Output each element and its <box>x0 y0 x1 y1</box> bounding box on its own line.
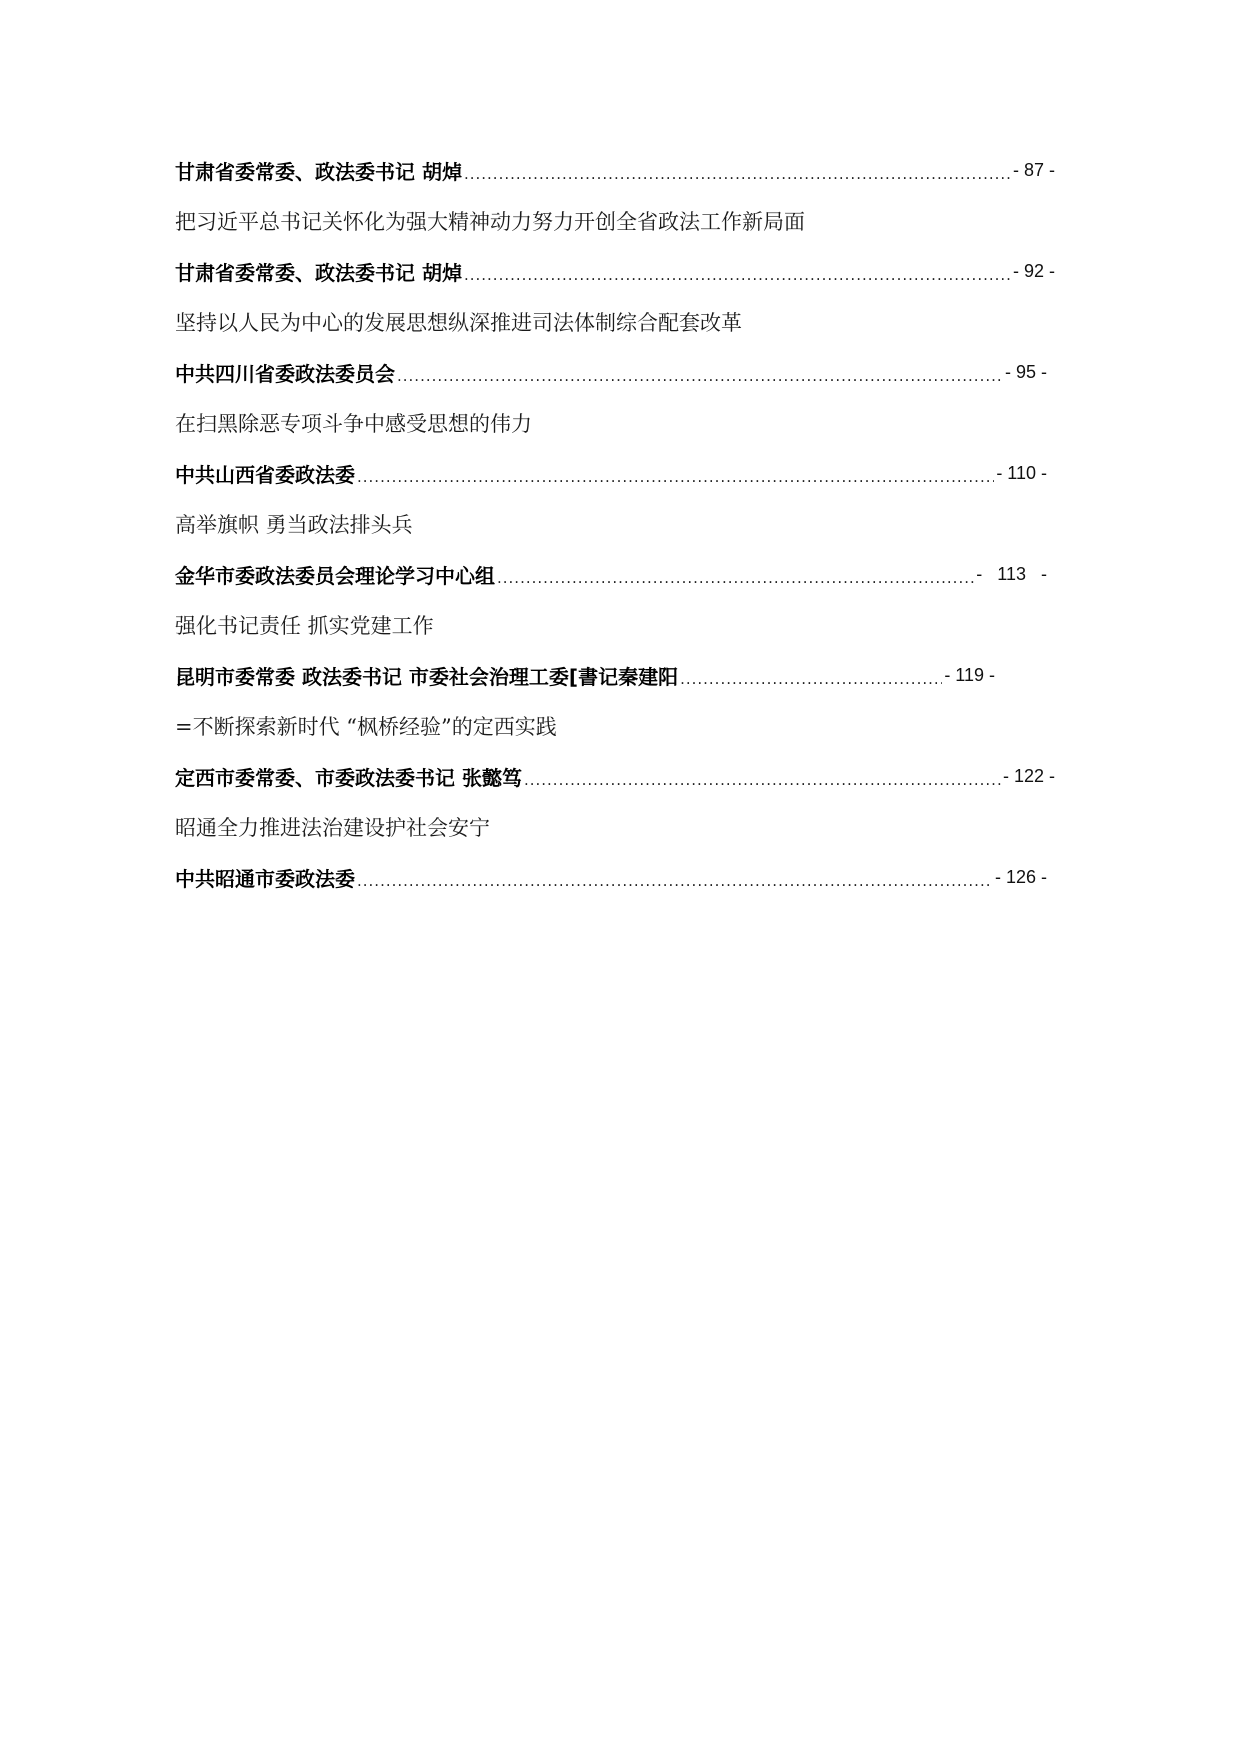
toc-title: 强化书记责任 抓实党建工作 <box>175 614 434 638</box>
dot-leader <box>397 367 1003 385</box>
toc-title: 把习近平总书记关怀化为强大精神动力努力开创全省政法工作新局面 <box>175 210 805 234</box>
toc-title-line[interactable] <box>175 499 1055 549</box>
toc-title: 昭通全力推进法治建设护社会安宁 <box>175 816 490 840</box>
toc-title: 高举旗帜 勇当政法排头兵 <box>175 513 413 537</box>
toc-title: 坚持以人民为中心的发展思想纵深推进司法体制综合配套改革 <box>175 311 742 335</box>
toc-author: 中共四川省委政法委员会 <box>175 362 395 386</box>
toc-title-line[interactable] <box>175 802 1055 852</box>
toc-author-line[interactable] <box>175 246 1055 297</box>
toc-author-line[interactable] <box>175 650 1055 701</box>
toc-page-number: - 113 - <box>976 564 1047 584</box>
toc-title: =不断探索新时代 “枫桥经验”的定西实践 <box>175 715 557 739</box>
toc-author: 中共山西省委政法委 <box>175 463 355 487</box>
toc-page-number: - 110 - <box>996 463 1047 483</box>
dot-leader <box>680 670 942 688</box>
toc-author: 金华市委政法委员会理论学习中心组 <box>175 564 495 588</box>
dot-leader <box>497 569 974 587</box>
dot-leader <box>357 468 994 486</box>
toc-author-line[interactable] <box>175 145 1055 196</box>
toc-author-line[interactable] <box>175 852 1055 903</box>
toc-page-number: - 95 - <box>1004 362 1047 382</box>
toc-author-line[interactable] <box>175 448 1055 499</box>
toc-title-line[interactable] <box>175 297 1055 347</box>
toc-title-line[interactable] <box>175 701 1055 751</box>
dot-leader <box>524 771 1001 789</box>
toc-title-line[interactable] <box>175 196 1055 246</box>
dot-leader <box>464 266 1011 284</box>
toc-author-line[interactable] <box>175 751 1055 802</box>
toc-author-line[interactable] <box>175 347 1055 398</box>
toc-page-number: - 126 - <box>994 867 1047 887</box>
toc-author: 甘肃省委常委、政法委书记 胡焯 <box>175 261 462 285</box>
dot-leader <box>464 165 1011 183</box>
toc-author-line[interactable] <box>175 549 1055 600</box>
toc-page-number: - 122 - <box>1002 766 1055 786</box>
toc-author: 甘肃省委常委、政法委书记 胡焯 <box>175 160 462 184</box>
toc-page-number: - 87 - <box>1012 160 1055 180</box>
toc-author: 定西市委常委、市委政法委书记 张懿笃 <box>175 766 522 790</box>
table-of-contents <box>175 145 1055 903</box>
toc-page-number: - 92 - <box>1012 261 1055 281</box>
toc-author: 昆明市委常委 政法委书记 市委社会治理工委[書记秦建阳 <box>175 665 679 689</box>
dot-leader <box>357 872 993 890</box>
toc-title-line[interactable] <box>175 600 1055 650</box>
toc-title-line[interactable] <box>175 398 1055 448</box>
toc-author: 中共昭通市委政法委 <box>175 867 355 891</box>
toc-title: 在扫黑除恶专项斗争中感受思想的伟力 <box>175 412 532 436</box>
toc-page-number: - 119 - <box>944 665 995 685</box>
